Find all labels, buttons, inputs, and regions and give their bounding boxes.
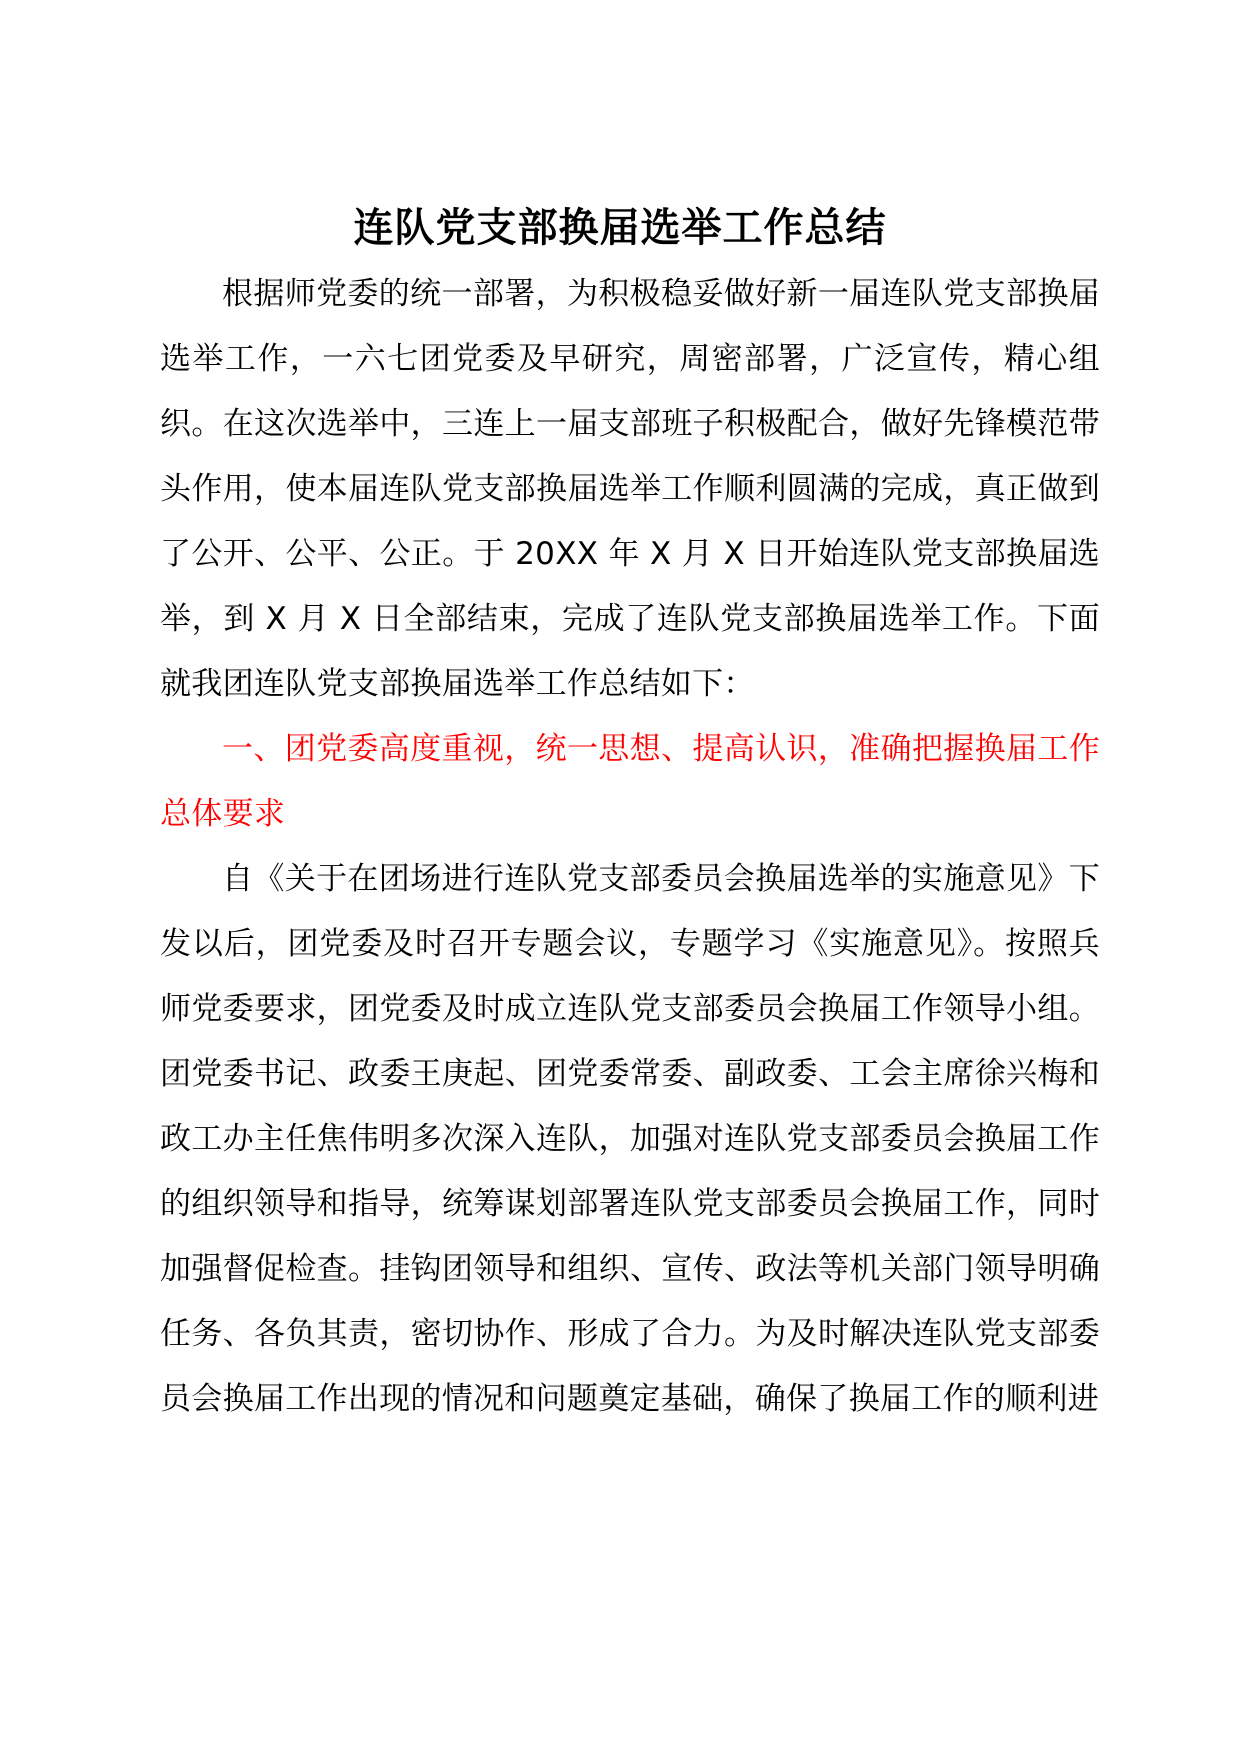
section-heading-1: 一、团党委高度重视，统一思想、提高认识，准确把握换届工作总体要求 (160, 731, 1100, 832)
document-body (160, 262, 1100, 1432)
section-1-paragraph: 自《关于在团场进行连队党支部委员会换届选举的实施意见》下发以后，团党委及时召开专题会议，专题学习《实施意见》。按照兵师党委要求，团党委及时成立连队党支部委员会换届工作领导小组。团党委书记、政委王庚起、团党委常委、副政委、工会主席徐兴梅和政工办主任焦伟明多次深入连队，加强对连队党支部委员会换届工作的组织领导和指导，统筹谋划部署连队党支部委员会换届工作，同时加强督促检查。挂钩团领导和组织、宣传、政法等机关部门领导明确任务、各负其责，密切协作、形成了合力。为及时解决连队党支部委员会换届工作出现的情况和问题奠定基础，确保了换届工作的顺利进 (160, 861, 1100, 1417)
intro-paragraph: 根据师党委的统一部署，为积极稳妥做好新一届连队党支部换届选举工作，一六七团党委及早研究，周密部署，广泛宣传，精心组织。在这次选举中，三连上一届支部班子积极配合，做好先锋模范带头作用，使本届连队党支部换届选举工作顺利圆满的完成，真正做到了公开、公平、公正。于 20XX 年 X 月 X 日开始连队党支部换届选举，到 X 月 X 日全部结束，完成了连队党支部换届选举工作。下面就我团连队党支部换届选举工作总结如下： (160, 276, 1100, 702)
document-title: 连队党支部换届选举工作总结 (353, 205, 887, 251)
